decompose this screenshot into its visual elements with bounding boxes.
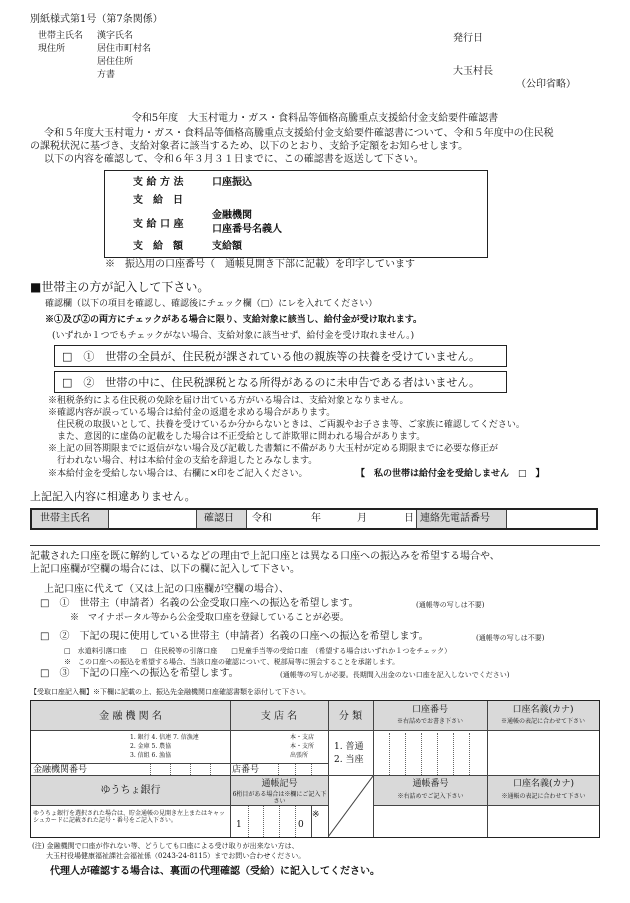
branch-code-label: 店番号 (232, 765, 260, 775)
holder-header: 口座名義(カナ) (512, 705, 574, 715)
option-2-consent: ※ この口座への振込を希望する場合、当該口座の確認について、税部局等に照会することを承諾します。 (64, 658, 400, 666)
bank-type-option[interactable]: 1. 銀行 4. 信連 7. 信漁連 (130, 734, 199, 741)
mayor-name: 大玉村長 (453, 66, 493, 77)
account-bank: 金融機関 (212, 210, 252, 221)
name-input[interactable] (109, 510, 197, 528)
address-line: 居住住所 (97, 57, 134, 67)
agreement-text: 上記記入内容に相違ありません。 (30, 490, 196, 503)
kind-option[interactable]: 2. 当座 (334, 755, 364, 765)
option-1-note: (通帳等の写しは不要) (416, 601, 485, 609)
issue-date: 発行日 (453, 33, 483, 44)
account-print-note: ※ 振込用の口座番号（ 通帳見開き下部に記載）を印字しています (105, 259, 415, 270)
yucho-symbol-header: 通帳記号 (261, 779, 298, 789)
kind-header: 分 類 (338, 711, 363, 722)
yucho-number-header: 通帳番号 (412, 779, 449, 789)
diagonal-slash (328, 776, 373, 837)
form-number: 別紙様式第1号（第7条関係） (30, 14, 163, 25)
payment-method-label: 支 給 方 法 (133, 177, 184, 188)
alt-intro-line: 上記口座欄が空欄の場合には、以下の欄に記入して下さい。 (30, 564, 300, 575)
branch-type-option[interactable]: 出張所 (290, 752, 309, 759)
address-label: 現住所 (38, 44, 66, 54)
yucho-symbol-mark: ※ (312, 810, 320, 820)
intro-line: 令和５年度大玉村電力・ガス・食料品等価格高騰重点支援給付金支給要件確認書について、令和５年度中の住民税 (44, 128, 554, 139)
both-required-note: ※①及び②の両方にチェックがある場合に限り、支給対象に該当し、給付金が受け取れます。 (45, 315, 423, 325)
note-line: また、意図的に虚偽の記載をした場合は不正受給として詐欺罪に問われる場合があります。 (48, 432, 426, 442)
section-heading: ■世帯主の方が記入して下さい。 (30, 280, 210, 294)
branch-type-option[interactable]: 本・支店 (290, 734, 315, 741)
date-input[interactable] (247, 510, 417, 528)
representative-name: 漢字氏名 (97, 31, 134, 41)
note-line: 行われない場合、村は本給付金の支給を辞退したとみなします。 (48, 456, 318, 466)
bank-form-caption: 【受取口座記入欄】※下欄に記載の上、振込先金融機関口座確認書類を添付して下さい。 (30, 688, 310, 696)
payment-date-label: 支 給 日 (133, 195, 183, 206)
option-2-kinds[interactable]: □ 水道料引落口座 □ 住民税等の引落口座 □児童手当等の受給口座 （希望する場合はいずれか１つをチェック） (64, 647, 452, 655)
document-title: 令和5年度 大玉村電力・ガス・食料品等価格高騰重点支援給付金支給要件確認書 (131, 113, 499, 124)
alt-intro-line: 記載された口座を既に解約しているなどの理由で上記口座とは異なる口座への振込みを希望する場合や、 (30, 551, 500, 562)
intro-line: 以下の内容を確認して、令和６年３月３１日までに、この確認書を返送して下さい。 (44, 154, 424, 165)
agree-name-label: 世帯主氏名 (40, 513, 90, 524)
bank-name-header: 金 融 機 関 名 (99, 711, 162, 722)
check-item-1-text: □ ① 世帯の全員が、住民税が課されている他の親族等の扶養を受けていません。 (62, 350, 481, 363)
month-label: 月 (357, 513, 367, 524)
yucho-symbol-last: 0 (298, 820, 304, 830)
yucho-note: ゆうちょ銀行を選択された場合は、貯金通帳の見開き左上またはキャッシュカードに記載された記号・番号をご記入下さい。 (33, 810, 226, 824)
check-item-2-text: □ ② 世帯の中に、住民税課税となる所得があるのに未申告である者はいません。 (62, 376, 481, 389)
option-1[interactable]: □ ① 世帯主（申請者）名義の公金受取口座への振込を希望します。 (40, 598, 359, 609)
note-line: 住民税の取扱いとして、扶養を受けているか分からないときは、ご両親やお子さま等、ご家族に確認してください。 (48, 420, 525, 430)
address-line: 居住市町村名 (97, 44, 152, 54)
yucho-holder-header: 口座名義(カナ) (512, 779, 575, 789)
payment-method-value: 口座振込 (212, 177, 252, 188)
yucho-symbol-first: 1 (236, 820, 242, 830)
decline-checkbox[interactable]: 【 私の世帯は給付金を受給しません □ 】 (356, 469, 545, 479)
option-2[interactable]: □ ② 下記の現に使用している世帯主（申請者）名義の口座への振込を希望します。 (40, 631, 429, 642)
day-label: 日 (404, 513, 414, 524)
footer-note: (注) 金融機関で口座が作れない等、どうしても口座による受け取りが出来ない方は、 (32, 842, 299, 850)
payment-amount-value: 支給額 (212, 241, 242, 252)
yucho-label: ゆうちょ銀行 (100, 785, 161, 796)
branch-header: 支 店 名 (260, 711, 298, 722)
option-2-note: (通帳等の写しは不要) (476, 634, 545, 642)
option-1-requirement: ※ マイナポータル等から公金受取口座を登録していることが必要。 (70, 613, 349, 623)
yucho-number-hint: ※右詰めでご記入下さい (397, 793, 464, 800)
bank-type-option[interactable]: 2. 金庫 5. 農協 (130, 743, 172, 750)
yucho-symbol-hint: 6桁目がある場合は※欄にご記入下さい (232, 791, 327, 805)
either-missing-note: (いずれか１つでもチェックがない場合、支給対象に該当せず、給付金を受け取れません。) (52, 331, 415, 341)
holder-hint: ※通帳の表記に合わせて下さい (500, 718, 585, 725)
option-3[interactable]: □ ③ 下記の口座への振込を希望します。 (40, 668, 239, 679)
account-holder: 口座番号名義人 (212, 224, 282, 235)
note-line: ※確認内容が誤っている場合は給付金の返還を求める場合があります。 (48, 408, 336, 418)
bank-code-label: 金融機関番号 (33, 765, 88, 775)
bank-type-option[interactable]: 3. 信組 6. 漁協 (130, 752, 172, 759)
agree-date-label: 確認日 (204, 513, 234, 524)
note-line: ※上記の回答期限までに返信がない場合及び記載した書類に不備があり大玉村が定める期限までに必要な修正が (48, 444, 499, 454)
account-number-hint: ※右詰めでお書き下さい (396, 718, 463, 725)
footer-note: 大玉村役場健康福祉課社会福祉係（0243-24-8115）までお問い合わせください。 (32, 852, 306, 860)
payment-account-label: 支 給 口 座 (133, 219, 184, 230)
note-line: ※租税条約による住民税の免除を届け出ている方がいる場合は、支給対象となりません。 (48, 396, 409, 406)
intro-line: の課税状況に基づき、支給対象者に該当するため、以下のとおり、支給予定額をお知らせします。 (30, 141, 469, 152)
year-label: 年 (311, 513, 321, 524)
agree-phone-label: 連絡先電話番号 (420, 513, 490, 524)
proxy-note: 代理人が確認する場合は、裏面の代理確認（受給）に記入してください。 (50, 866, 380, 877)
confirm-instruction: 確認欄（以下の項目を確認し、確認後にチェック欄（□）にレを入れてください） (45, 299, 378, 309)
option-3-note: (通帳等の写しが必要。長期間入出金のない口座を記入しないでください) (280, 671, 510, 679)
note-line: ※本給付金を受給しない場合は、右欄に×印をご記入ください。 (48, 469, 308, 479)
representative-label: 世帯主氏名 (38, 31, 84, 41)
era-label: 令和 (252, 513, 272, 524)
yucho-holder-hint: ※通帳の表記に合わせて下さい (501, 793, 586, 800)
divider (30, 545, 600, 546)
payment-amount-label: 支 給 額 (133, 241, 183, 252)
kind-option[interactable]: 1. 普通 (334, 742, 364, 752)
seal-omitted: （公印省略） (516, 79, 576, 90)
branch-type-option[interactable]: 本・支所 (290, 743, 315, 750)
alt-account-heading: 上記口座に代えて（又は上記の口座欄が空欄の場合）、 (44, 584, 289, 595)
address-line: 方書 (97, 70, 116, 80)
account-number-header: 口座番号 (411, 705, 448, 715)
